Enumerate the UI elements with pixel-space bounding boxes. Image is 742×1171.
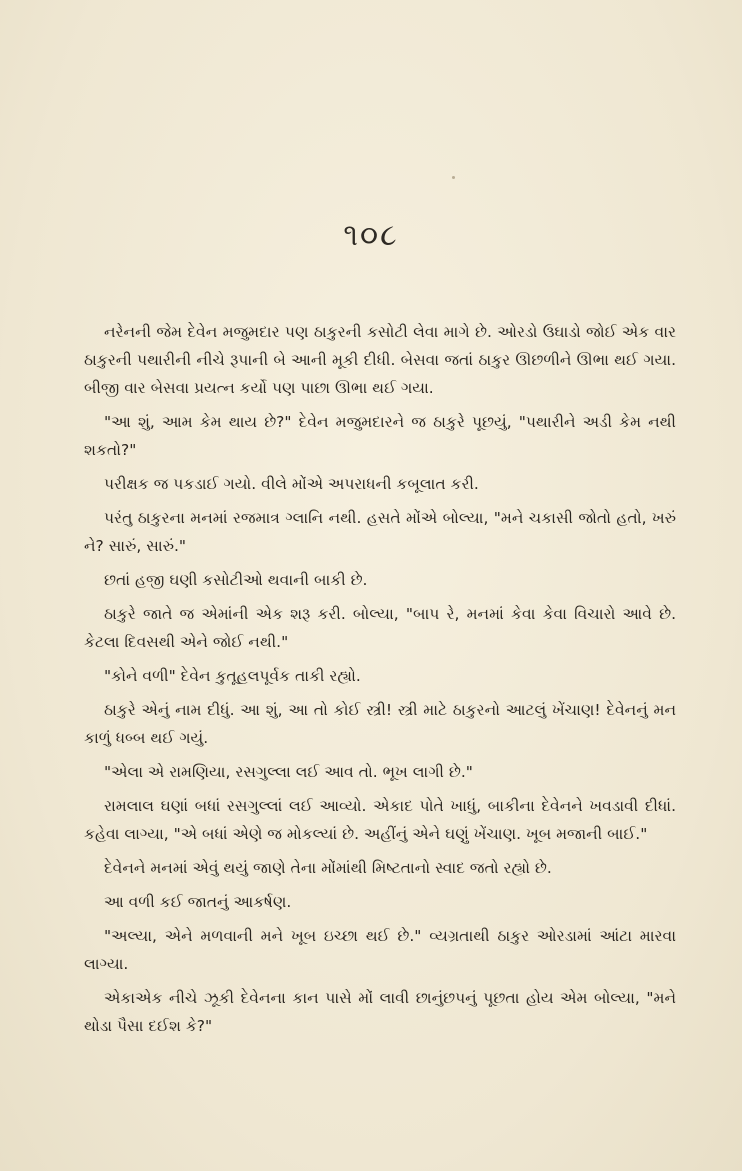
paragraph: છતાં હજી ઘણી કસોટીઓ થવાની બાકી છે. (104, 571, 368, 589)
paragraph: "એલા એ રામણિયા, રસગુલ્લા લઈ આવ તો. ભૂખ લાગી છે." (104, 763, 473, 781)
paragraph: "અલ્યા, એને મળવાની મને ખૂબ ઇચ્છા થઈ છે." વ્યગ્રતાથી ઠાકુર ઓરડામાં આંટા મારવા લાગ્યા. (84, 927, 676, 973)
paper-speck (452, 176, 455, 179)
paragraph: દેવેનને મનમાં એવું થયું જાણે તેના મોંમાંથી મિષ્ટતાનો સ્વાદ જતો રહ્યો છે. (104, 859, 552, 877)
paragraph: ઠાકુરે જાતે જ એમાંની એક શરૂ કરી. બોલ્યા, "બાપ રે, મનમાં કેવા કેવા વિચારો આવે છે. કેટલા દિવસથી એને જોઈ નથી." (84, 605, 676, 651)
paragraph: ઠાકુરે એનું નામ દીધું. આ શું, આ તો કોઈ સ્ત્રી! સ્ત્રી માટે ઠાકુરનો આટલું ખેંચાણ! દેવેનનું મન કાળું ધબ્બ થઈ ગયું. (84, 701, 676, 747)
paragraph: આ વળી કઈ જાતનું આકર્ષણ. (104, 893, 292, 911)
paragraph: રામલાલ ઘણાં બધાં રસગુલ્લાં લઈ આવ્યો. એકાદ પોતે ખાધું, બાકીના દેવેનને ખવડાવી દીધાં. કહેવા લાગ્યા, "એ બધાં એણે જ મોકલ્યાં છે. અહીંનું એને ઘણું ખેંચાણ. ખૂબ મજાની બાઈ." (84, 797, 676, 843)
paragraph: એકાએક નીચે ઝૂકી દેવેનના કાન પાસે મોં લાવી છાનુંછપનું પૂછતા હોય એમ બોલ્યા, "મને થોડા પૈસા દઈશ કે?" (84, 989, 676, 1035)
paragraph: પરીક્ષક જ પકડાઈ ગયો. વીલે મોંએ અપરાધની કબૂલાત કરી. (104, 475, 479, 493)
paragraph: પરંતુ ઠાકુરના મનમાં રજમાત્ર ગ્લાનિ નથી. હસતે મોંએ બોલ્યા, "મને ચકાસી જોતો હતો, ખરું ને? સારું, સારું." (84, 509, 676, 555)
body-text (84, 318, 676, 1046)
paragraph: "આ શું, આમ કેમ થાય છે?" દેવેન મજુમદારને જ ઠાકુરે પૂછયું, "પથારીને અડી કેમ નથી શકતો?" (84, 413, 676, 459)
paragraph: નરેનની જેમ દેવેન મજુમદાર પણ ઠાકુરની કસોટી લેવા માગે છે. ઓરડો ઉઘાડો જોઈ એક વાર ઠાકુરની પથારીની નીચે રૂપાની બે આની મૂકી દીધી. બેસવા જતાં ઠાકુર ઊછળીને ઊભા થઈ ગયા. બીજી વાર બેસવા પ્રયત્ન કર્યો પણ પાછા ઊભા થઈ ગયા. (84, 323, 676, 397)
paragraph: "કોને વળી" દેવેન કુતૂહલપૂર્વક તાકી રહ્યો. (104, 667, 361, 685)
page-number: ૧૦૮ (343, 218, 399, 253)
